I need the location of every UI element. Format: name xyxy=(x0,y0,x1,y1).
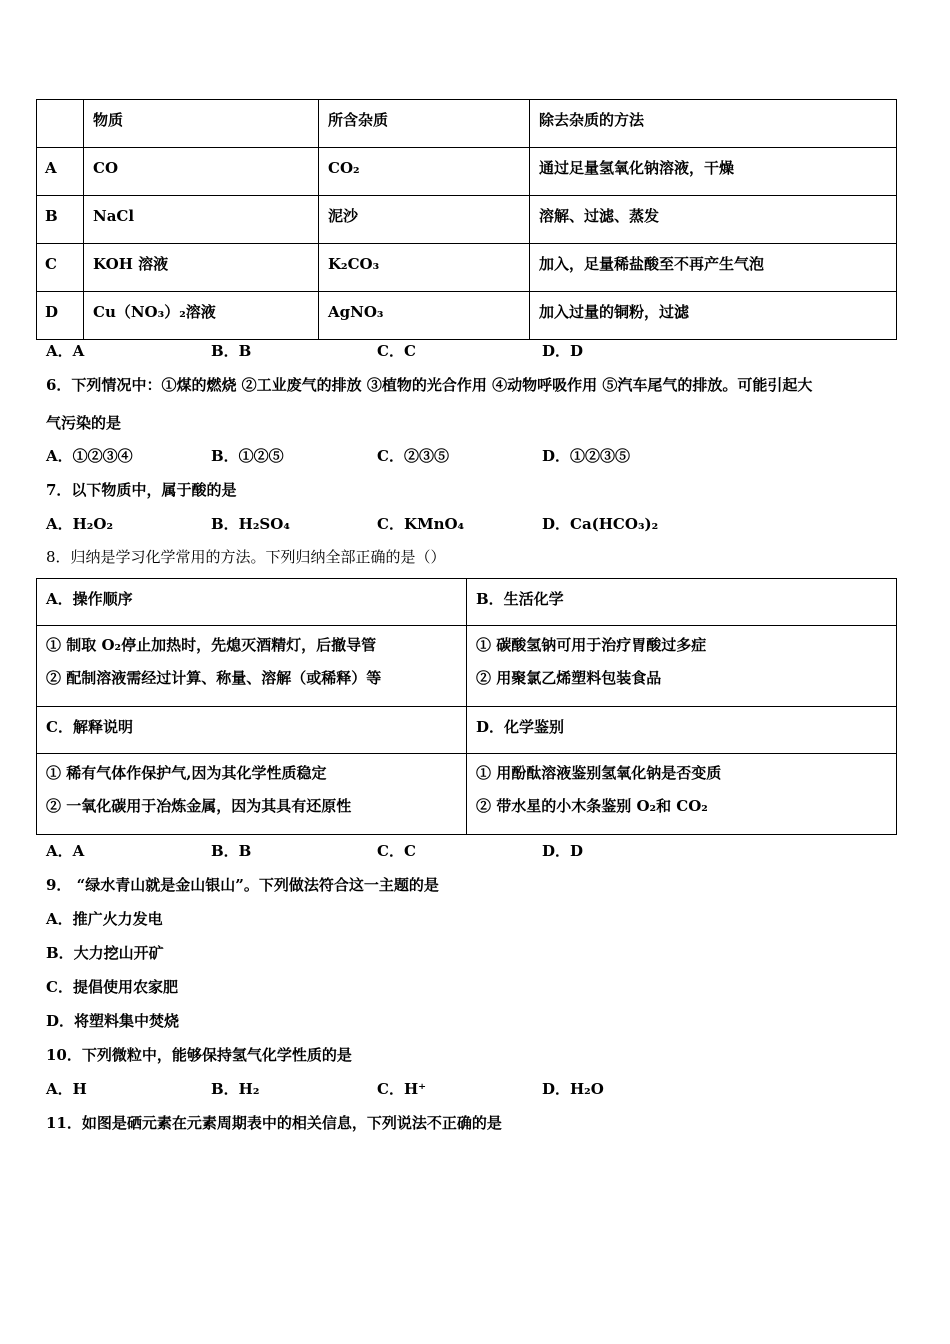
table-header-cell: 所含杂质 xyxy=(319,100,530,148)
option-a[interactable]: A．A xyxy=(46,842,85,860)
table-header-cell xyxy=(37,100,84,148)
row-label: B xyxy=(37,196,84,244)
cell-b-body: ① 碳酸氢钠可用于治疗胃酸过多症 ② 用聚氯乙烯塑料包装食品 xyxy=(467,626,897,707)
table-row xyxy=(37,707,897,754)
option-d[interactable]: D．H₂O xyxy=(542,1080,604,1098)
summary-table xyxy=(36,578,897,835)
option-a[interactable]: A．①②③④ xyxy=(46,447,133,465)
option-a[interactable]: A．A xyxy=(46,342,85,360)
impurity-cell: 泥沙 xyxy=(319,196,530,244)
q8-stem: 8．归纳是学习化学常用的方法。下列归纳全部正确的是（） xyxy=(46,548,446,566)
cell-c-body: ① 稀有气体作保护气,因为其化学性质稳定 ② 一氧化碳用于冶炼金属，因为其具有还原性 xyxy=(37,754,467,835)
option-c[interactable]: C．KMnO₄ xyxy=(377,515,465,533)
method-cell: 加入过量的铜粉，过滤 xyxy=(530,292,897,340)
impurity-cell: AgNO₃ xyxy=(319,292,530,340)
option-b[interactable]: B．B xyxy=(211,842,252,860)
option-a[interactable]: A．推广火力发电 xyxy=(46,910,163,928)
substance-cell: CO xyxy=(84,148,319,196)
method-cell: 溶解、过滤、蒸发 xyxy=(530,196,897,244)
cell-a-title: A．操作顺序 xyxy=(37,579,467,626)
table-row xyxy=(37,626,897,707)
option-c[interactable]: C．C xyxy=(377,842,416,860)
option-c[interactable]: C．提倡使用农家肥 xyxy=(46,978,178,996)
substance-cell: Cu（NO₃）₂溶液 xyxy=(84,292,319,340)
option-d[interactable]: D．将塑料集中焚烧 xyxy=(46,1012,180,1030)
cell-d-title: D．化学鉴别 xyxy=(467,707,897,754)
impurity-cell: CO₂ xyxy=(319,148,530,196)
q11-stem: 11．如图是硒元素在元素周期表中的相关信息，下列说法不正确的是 xyxy=(46,1114,502,1132)
option-d[interactable]: D．D xyxy=(542,842,584,860)
q7-stem: 7．以下物质中，属于酸的是 xyxy=(46,481,237,499)
option-d[interactable]: D．Ca(HCO₃)₂ xyxy=(542,515,659,533)
table-row xyxy=(37,244,897,292)
impurity-table xyxy=(36,99,897,340)
cell-a-body: ① 制取 O₂停止加热时，先熄灭酒精灯，后撤导管 ② 配制溶液需经过计算、称量、溶解（或稀释）等 xyxy=(37,626,467,707)
option-a[interactable]: A．H₂O₂ xyxy=(46,515,114,533)
option-b[interactable]: B．B xyxy=(211,342,252,360)
option-b[interactable]: B．大力挖山开矿 xyxy=(46,944,164,962)
q9-stem: 9． “绿水青山就是金山银山”。下列做法符合这一主题的是 xyxy=(46,876,439,894)
option-b[interactable]: B．①②⑤ xyxy=(211,447,284,465)
option-c[interactable]: C．C xyxy=(377,342,416,360)
q6-stem-line2: 气污染的是 xyxy=(46,414,122,432)
table-header-cell: 除去杂质的方法 xyxy=(530,100,897,148)
table-row xyxy=(37,754,897,835)
option-b[interactable]: B．H₂ xyxy=(211,1080,260,1098)
q6-stem-line1: 6．下列情况中：①煤的燃烧 ②工业废气的排放 ③植物的光合作用 ④动物呼吸作用 ⑤汽车尾气的排放。可能引起大 xyxy=(46,376,813,394)
substance-cell: NaCl xyxy=(84,196,319,244)
option-b[interactable]: B．H₂SO₄ xyxy=(211,515,290,533)
option-d[interactable]: D．①②③⑤ xyxy=(542,447,631,465)
impurity-cell: K₂CO₃ xyxy=(319,244,530,292)
method-cell: 通过足量氢氧化钠溶液，干燥 xyxy=(530,148,897,196)
row-label: C xyxy=(37,244,84,292)
cell-d-body: ① 用酚酞溶液鉴别氢氧化钠是否变质 ② 带水星的小木条鉴别 O₂和 CO₂ xyxy=(467,754,897,835)
row-label: A xyxy=(37,148,84,196)
table-row xyxy=(37,148,897,196)
cell-b-title: B．生活化学 xyxy=(467,579,897,626)
table-header-row xyxy=(37,100,897,148)
table-row xyxy=(37,196,897,244)
q10-stem: 10．下列微粒中，能够保持氢气化学性质的是 xyxy=(46,1046,352,1064)
row-label: D xyxy=(37,292,84,340)
cell-c-title: C．解释说明 xyxy=(37,707,467,754)
table-row xyxy=(37,292,897,340)
substance-cell: KOH 溶液 xyxy=(84,244,319,292)
option-a[interactable]: A．H xyxy=(46,1080,87,1098)
option-c[interactable]: C．②③⑤ xyxy=(377,447,449,465)
table-row xyxy=(37,579,897,626)
method-cell: 加入，足量稀盐酸至不再产生气泡 xyxy=(530,244,897,292)
option-c[interactable]: C．H⁺ xyxy=(377,1080,427,1098)
table-header-cell: 物质 xyxy=(84,100,319,148)
option-d[interactable]: D．D xyxy=(542,342,584,360)
